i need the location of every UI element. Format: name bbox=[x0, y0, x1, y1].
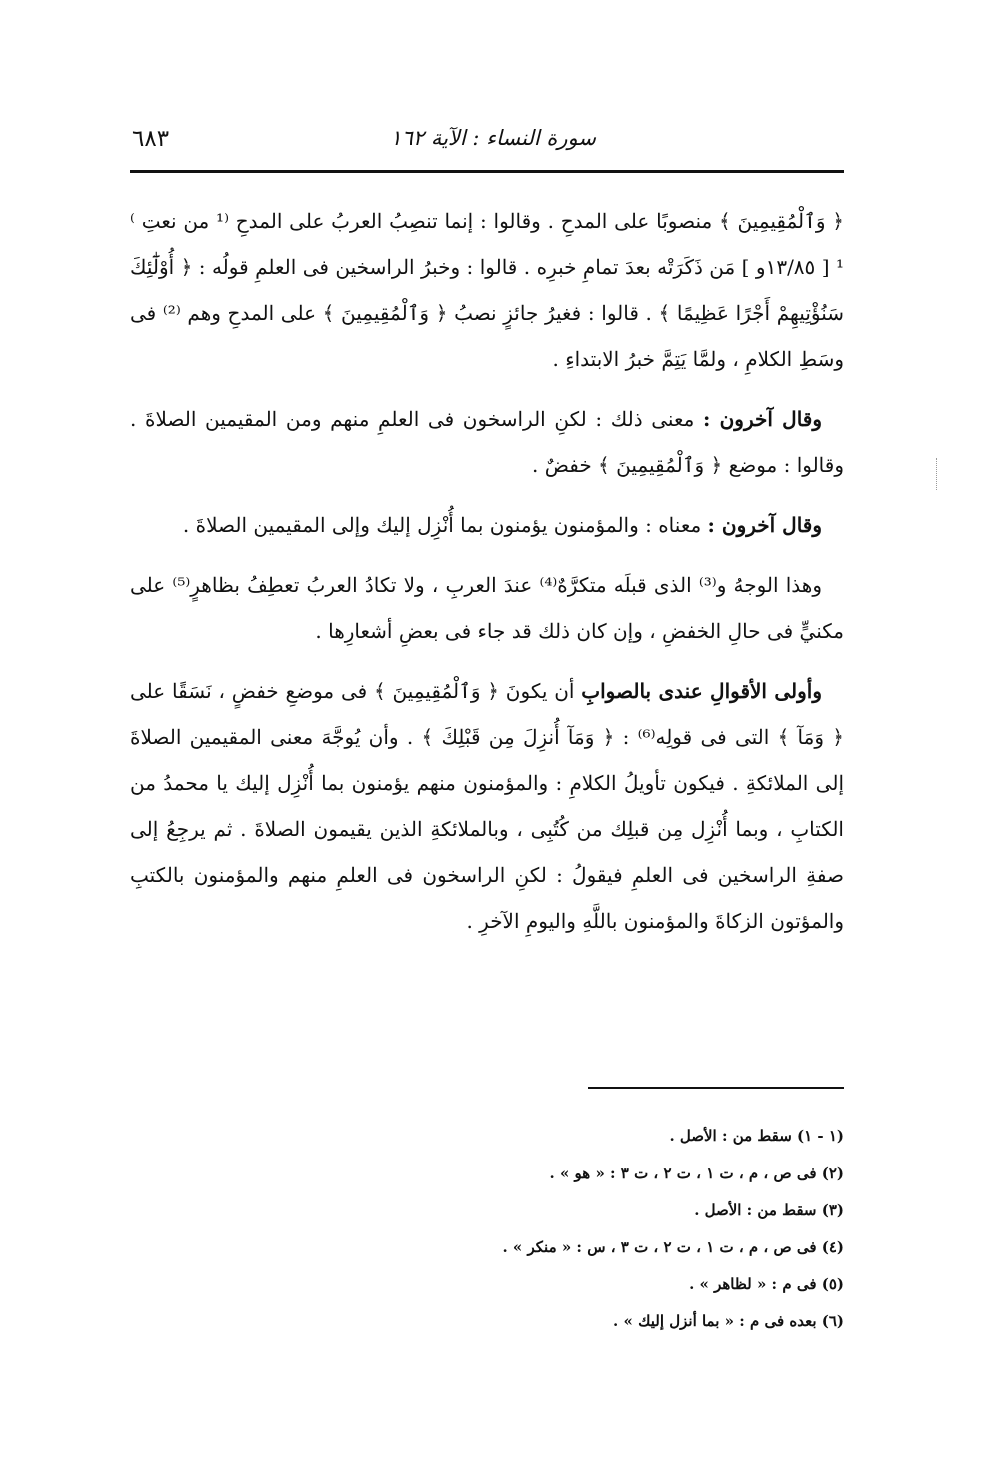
page-header bbox=[130, 118, 844, 162]
footnote-2: (٢) فى ص ، م ، ت ١ ، ت ٢ ، ت ٣ : « هو » . bbox=[549, 1164, 844, 1182]
running-title: سورة النساء : الآية ١٦٢ bbox=[390, 126, 596, 150]
paragraph-2-text: معنى ذلك : لكنِ الراسخون فى العلمِ منهم ومن المقيمين الصلاةَ . وقالوا : موضع ﴿ وَٱلْمُقِيمِينَ ﴾ خفضٌ . bbox=[130, 407, 844, 477]
main-text bbox=[130, 198, 844, 958]
paragraph-3-lead: وقال آخرون : bbox=[707, 513, 822, 537]
margin-mark bbox=[936, 458, 941, 490]
paragraph-4: وهذا الوجهُ و⁽³⁾ الذى قبلَه متكرَّهٌ⁽⁴⁾ عندَ العربِ ، ولا تكادُ العربُ تعطِفُ بظاهرٍ⁽⁵⁾ على مكنيٍّ فى حالِ الخفضِ ، وإن كان ذلك قد جاء فى بعضِ أشعارِها . bbox=[130, 573, 844, 643]
footnotes bbox=[130, 1118, 844, 1340]
footnote-4: (٤) فى ص ، م ، ت ١ ، ت ٢ ، ت ٣ ، س : « منكر » . bbox=[502, 1238, 844, 1256]
paragraph-3-text: معناه : والمؤمنون يؤمنون بما أُنْزِل إليك وإلى المقيمين الصلاةَ . bbox=[182, 513, 702, 537]
page-number: ٦٨٣ bbox=[132, 126, 170, 152]
paragraph-5 bbox=[130, 668, 844, 944]
footnote-1: (١ - ١) سقط من : الأصل . bbox=[669, 1127, 844, 1145]
footnote-5: (٥) فى م : « لظاهر » . bbox=[689, 1275, 844, 1293]
footnote-3: (٣) سقط من : الأصل . bbox=[694, 1201, 844, 1219]
header-rule bbox=[130, 170, 844, 173]
paragraph-2 bbox=[130, 396, 844, 488]
paragraph-2-lead: وقال آخرون : bbox=[702, 407, 823, 431]
paragraph-1: ﴿ وَٱلْمُقِيمِينَ ﴾ منصوبًا على المدحِ . وقالوا : إنما تنصِبُ العربُ على المدحِ ⁽¹ من نعتِ ⁾¹ [ ١٣/٨٥و ] مَن ذَكَرَتْه بعدَ تمامِ خبرِه . قالوا : وخبرُ الراسخين فى العلمِ قولُه : ﴿ أُوْلَٰٓئِكَ سَنُؤْتِيهِمْ أَجْرًا عَظِيمًا ﴾ . قالوا : فغيرُ جائزٍ نصبُ ﴿ وَٱلْمُقِيمِينَ ﴾ على المدحِ وهم ⁽²⁾ فى وسَطِ الكلامِ ، ولمَّا يَتِمَّ خبرُ الابتداءِ . bbox=[130, 209, 845, 371]
footnote-6: (٦) بعده فى م : « بما أنزل إليك » . bbox=[613, 1312, 844, 1330]
paragraph-3 bbox=[130, 502, 844, 548]
footnote-rule bbox=[588, 1087, 844, 1089]
paragraph-5-lead: وأولى الأقوالِ عندى بالصوابِ bbox=[581, 679, 823, 703]
paragraph-5-text: أن يكونَ ﴿ وَٱلْمُقِيمِينَ ﴾ فى موضعِ خفضٍ ، نَسَقًا على ﴿ وَمَآ ﴾ التى فى قولِه⁽⁶⁾ : ﴿ وَمَآ أُنزِلَ مِن قَبْلِكَ ﴾ . وأن يُوجَّهَ معنى المقيمين الصلاةَ إلى الملائكةِ . فيكون تأويلُ الكلامِ : والمؤمنون منهم يؤمنون بما أُنْزِل إليك يا محمدُ من الكتابِ ، وبما أُنْزِل مِن قبلِك من كُتُبِى ، وبالملائكةِ الذين يقيمون الصلاةَ . ثم يرجِعُ إلى صفةِ الراسخين فى العلمِ فيقولُ : لكنِ الراسخون فى العلمِ منهم والمؤمنون بالكتبِ والمؤتون الزكاةَ والمؤمنون باللَّهِ واليومِ الآخرِ . bbox=[130, 679, 844, 933]
